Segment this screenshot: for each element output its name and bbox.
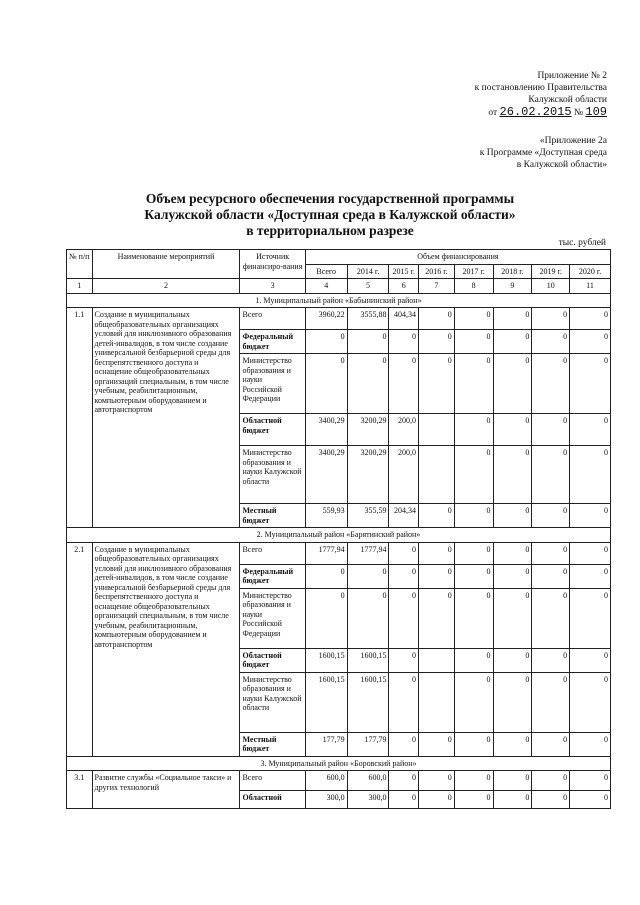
funding-value: 0 (570, 542, 611, 564)
funding-source: Областной бюджет (240, 414, 305, 446)
funding-value: 0 (493, 414, 532, 446)
funding-value: 0 (532, 542, 570, 564)
section-title-row (67, 528, 611, 543)
funding-value: 0 (532, 732, 570, 756)
header-2015: 2015 г. (389, 264, 419, 279)
funding-value: 204,34 (389, 504, 419, 528)
funding-value: 3555,88 (347, 308, 389, 330)
funding-value: 0 (389, 564, 419, 588)
document-title (80, 191, 580, 239)
funding-value: 0 (532, 588, 570, 648)
header-2020: 2020 г. (570, 264, 611, 279)
funding-value: 0 (570, 771, 611, 791)
funding-value: 0 (570, 588, 611, 648)
colnum: 9 (493, 279, 532, 294)
funding-value: 0 (454, 330, 493, 354)
funding-value: 0 (454, 308, 493, 330)
funding-value: 0 (570, 354, 611, 414)
title-line-3: в территориальном разрезе (246, 223, 414, 238)
funding-source: Министерство образования и науки Калужской области (240, 672, 305, 732)
funding-source: Местный бюджет (240, 504, 305, 528)
funding-value: 600,0 (305, 771, 347, 791)
funding-value: 0 (454, 446, 493, 504)
funding-value: 0 (454, 354, 493, 414)
title-line-1: Объем ресурсного обеспечения государственной программы (145, 191, 515, 206)
header-num: № п/п (67, 250, 93, 279)
funding-value: 0 (389, 354, 419, 414)
funding-value: 0 (305, 564, 347, 588)
funding-value: 0 (454, 504, 493, 528)
section-title: 2. Муниципальный район «Барятинский район» (67, 528, 611, 543)
funding-value: 0 (570, 446, 611, 504)
funding-value: 0 (532, 564, 570, 588)
funding-value: 404,34 (389, 308, 419, 330)
funding-value (419, 672, 455, 732)
section-title: 3. Муниципальный район «Боровский район» (67, 756, 611, 771)
funding-value: 0 (389, 672, 419, 732)
colnum: 3 (240, 279, 305, 294)
title-line-2: Калужской области «Доступная среда в Калужской области» (144, 207, 516, 222)
funding-value: 3200,29 (347, 446, 389, 504)
funding-source: Областной (240, 791, 305, 809)
funding-value: 0 (570, 648, 611, 672)
funding-value: 0 (570, 791, 611, 809)
funding-value: 0 (570, 308, 611, 330)
funding-source: Министерство образования и науки Калужской области (240, 446, 305, 504)
funding-value: 0 (454, 771, 493, 791)
funding-value: 0 (389, 330, 419, 354)
date-prefix: от (488, 108, 498, 118)
funding-value: 0 (454, 564, 493, 588)
funding-value: 0 (419, 564, 455, 588)
funding-value: 0 (493, 648, 532, 672)
funding-value: 3400,29 (305, 446, 347, 504)
funding-value: 0 (419, 330, 455, 354)
appendix2-region: в Калужской области» (516, 160, 607, 170)
funding-value: 355,59 (347, 504, 389, 528)
funding-value: 1777,94 (305, 542, 347, 564)
funding-value: 0 (493, 542, 532, 564)
header-funding: Объем финансирования (305, 250, 610, 265)
funding-value: 1600,15 (347, 648, 389, 672)
resolution-number: 109 (585, 105, 607, 119)
column-number-row (67, 279, 611, 294)
funding-value: 0 (532, 446, 570, 504)
funding-value: 0 (454, 672, 493, 732)
funding-table (66, 249, 611, 809)
funding-source: Всего (240, 542, 305, 564)
funding-value: 0 (389, 732, 419, 756)
funding-value: 0 (347, 330, 389, 354)
funding-value: 0 (570, 414, 611, 446)
funding-value: 0 (305, 330, 347, 354)
funding-value: 0 (493, 564, 532, 588)
funding-value: 0 (532, 672, 570, 732)
colnum: 8 (454, 279, 493, 294)
funding-value: 0 (570, 732, 611, 756)
funding-value: 1600,15 (305, 648, 347, 672)
table-row (67, 542, 611, 564)
funding-value: 0 (493, 791, 532, 809)
funding-value: 0 (454, 732, 493, 756)
funding-value: 0 (532, 771, 570, 791)
table-header-row (67, 250, 611, 265)
funding-value: 600,0 (347, 771, 389, 791)
header-2016: 2016 г. (419, 264, 455, 279)
funding-value: 0 (347, 588, 389, 648)
funding-value: 0 (570, 504, 611, 528)
funding-value: 3960,22 (305, 308, 347, 330)
funding-source: Министерство образования и науки Российской Федерации (240, 354, 305, 414)
row-number: 2.1 (67, 542, 93, 756)
funding-value: 0 (532, 648, 570, 672)
header-2018: 2018 г. (493, 264, 532, 279)
funding-value: 0 (347, 564, 389, 588)
funding-value: 200,0 (389, 446, 419, 504)
funding-value: 3400,29 (305, 414, 347, 446)
funding-value: 0 (493, 308, 532, 330)
appendix2-header (480, 135, 607, 171)
funding-value: 0 (454, 648, 493, 672)
resolution-line: к постановлению Правительства (474, 83, 607, 93)
funding-value: 1600,15 (347, 672, 389, 732)
funding-value: 0 (532, 330, 570, 354)
funding-value: 0 (454, 542, 493, 564)
funding-value: 0 (532, 791, 570, 809)
header-2014: 2014 г. (347, 264, 389, 279)
funding-value: 0 (419, 791, 455, 809)
header-2019: 2019 г. (532, 264, 570, 279)
funding-value: 0 (493, 330, 532, 354)
date-line (475, 106, 607, 119)
funding-source: Всего (240, 308, 305, 330)
funding-value: 0 (493, 446, 532, 504)
funding-source: Местный бюджет (240, 732, 305, 756)
funding-value: 0 (570, 330, 611, 354)
funding-value: 0 (532, 354, 570, 414)
funding-source: Областной бюджет (240, 648, 305, 672)
colnum: 5 (347, 279, 389, 294)
row-number: 3.1 (67, 771, 93, 809)
funding-value: 0 (570, 672, 611, 732)
funding-value: 300,0 (347, 791, 389, 809)
funding-value: 0 (493, 672, 532, 732)
appendix2-program: к Программе «Доступная среда (479, 148, 607, 158)
section-title: 1. Муниципальный район «Бабынинский район» (67, 293, 611, 308)
header-source: Источник финансиро-вания (240, 250, 305, 279)
funding-value: 0 (532, 308, 570, 330)
funding-value: 0 (570, 564, 611, 588)
funding-value: 300,0 (305, 791, 347, 809)
funding-source: Федеральный бюджет (240, 564, 305, 588)
activity-name: Развитие службы «Социальное такси» и других технологий (92, 771, 240, 809)
funding-value: 0 (493, 354, 532, 414)
colnum: 6 (389, 279, 419, 294)
table-row (67, 308, 611, 330)
header-name: Наименование мероприятий (92, 250, 240, 279)
funding-value: 0 (305, 588, 347, 648)
funding-value: 0 (532, 504, 570, 528)
funding-value (419, 648, 455, 672)
resolution-date: 26.02.2015 (499, 105, 572, 119)
region-line: Калужской области (528, 95, 607, 105)
funding-value: 3200,29 (347, 414, 389, 446)
funding-value: 1777,94 (347, 542, 389, 564)
appendix-header (475, 70, 607, 119)
activity-name: Создание в муниципальных общеобразовательных организациях условий для инклюзивного образования детей-инвалидов, в том числе создание универсальной безбарьерной среды для беспрепятственного доступа и оснащение общеобразовательных организаций специальным, в том числе учебным, реабилитационным, компьютерным оборудованием и автотранспортом (92, 308, 240, 528)
funding-value: 0 (347, 354, 389, 414)
colnum: 1 (67, 279, 93, 294)
funding-value: 0 (493, 732, 532, 756)
section-title-row (67, 756, 611, 771)
header-2017: 2017 г. (454, 264, 493, 279)
funding-value: 1600,15 (305, 672, 347, 732)
row-number: 1.1 (67, 308, 93, 528)
section-title-row (67, 293, 611, 308)
funding-value: 0 (493, 504, 532, 528)
funding-value: 0 (419, 771, 455, 791)
funding-value: 177,79 (347, 732, 389, 756)
funding-source: Министерство образования и науки Российской Федерации (240, 588, 305, 648)
funding-value: 0 (389, 542, 419, 564)
colnum: 10 (532, 279, 570, 294)
funding-value: 0 (493, 771, 532, 791)
funding-value: 0 (454, 791, 493, 809)
funding-value: 0 (305, 354, 347, 414)
funding-value: 0 (532, 414, 570, 446)
funding-value: 0 (454, 588, 493, 648)
funding-value: 0 (419, 308, 455, 330)
funding-value: 0 (419, 542, 455, 564)
funding-value: 0 (419, 588, 455, 648)
funding-value: 0 (454, 414, 493, 446)
number-prefix: № (573, 108, 584, 118)
units-label: тыс. рублей (558, 238, 606, 248)
funding-value: 200,0 (389, 414, 419, 446)
appendix2-title: «Приложение 2а (539, 136, 607, 146)
funding-value: 0 (389, 791, 419, 809)
funding-value: 559,93 (305, 504, 347, 528)
funding-value: 0 (419, 504, 455, 528)
header-total: Всего (305, 264, 347, 279)
funding-value: 0 (389, 648, 419, 672)
funding-source: Всего (240, 771, 305, 791)
funding-value: 177,79 (305, 732, 347, 756)
table-row (67, 771, 611, 791)
appendix-title: Приложение № 2 (537, 71, 607, 81)
funding-value: 0 (419, 354, 455, 414)
colnum: 4 (305, 279, 347, 294)
colnum: 11 (570, 279, 611, 294)
colnum: 2 (92, 279, 240, 294)
funding-source: Федеральный бюджет (240, 330, 305, 354)
funding-value: 0 (389, 771, 419, 791)
funding-value (419, 446, 455, 504)
funding-value: 0 (493, 588, 532, 648)
funding-value: 0 (419, 732, 455, 756)
funding-value (419, 414, 455, 446)
funding-value: 0 (389, 588, 419, 648)
activity-name: Создание в муниципальных общеобразовательных организациях условий для инклюзивного образования детей-инвалидов, в том числе создание универсальной безбарьерной среды для беспрепятственного доступа и оснащение общеобразовательных организаций специальным, в том числе учебным, реабилитационным, компьютерным оборудованием и автотранспортом (92, 542, 240, 756)
colnum: 7 (419, 279, 455, 294)
